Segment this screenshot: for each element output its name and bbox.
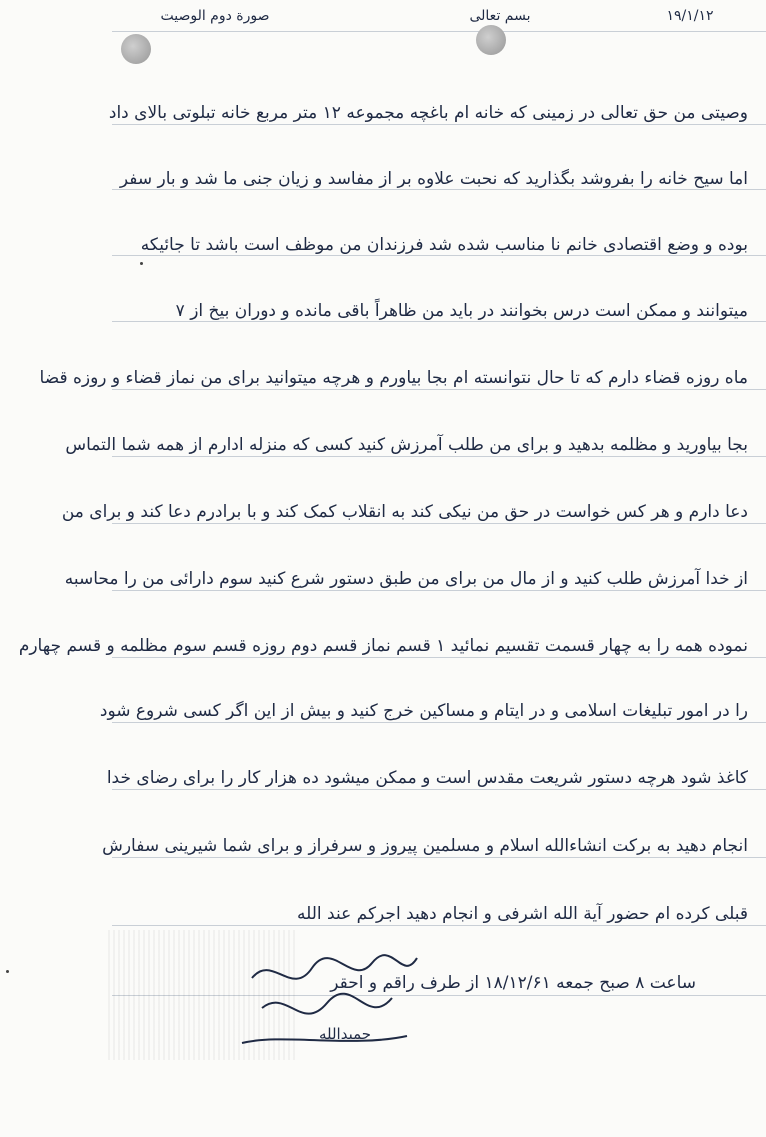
speck — [6, 970, 9, 973]
body-line-9: نموده همه را به چهار قسمت تقسیم نمائید ۱ قسم نماز قسم دوم روزه قسم سوم مظلمه و قسم چهارم — [18, 636, 748, 656]
header-top-left: صورة دوم الوصيت — [160, 8, 270, 24]
speck — [140, 262, 143, 265]
body-line-1: وصیتی من حق تعالی در زمینی که خانه ام باغچه مجموعه ۱۲ متر مربع خانه تبلوتی بالای داد — [108, 103, 748, 123]
body-line-6: بجا بیاورید و مظلمه بدهید و برای من طلب آمرزش کنید کسی که منزله ادارم از همه شما التماس — [65, 435, 748, 455]
body-line-10: را در امور تبلیغات اسلامی و در ایتام و مساکین خرج کنید و بیش از این اگر کسی شروع شود — [99, 701, 748, 721]
body-line-3: بوده و وضع اقتصادی خانم نا مناسب شده شد فرزندان من موظف است باشد تا جائیکه — [140, 235, 748, 255]
body-line-8: از خدا آمرزش طلب کنید و از مال من برای من طبق دستور شرع کنید سوم دارائی من را محاسبه — [64, 569, 748, 589]
closing-date-line: ساعت ۸ صبح جمعه ۱۸/۱۲/۶۱ از طرف راقم و احقر — [330, 973, 696, 993]
body-line-7: دعا دارم و هر کس خواست در حق من نیکی کند به انقلاب کمک کند و با برادرم دعا کند و برای من — [61, 502, 748, 522]
punch-hole — [476, 25, 506, 55]
header-date: ۱۹/۱/۱۲ — [666, 8, 714, 24]
body-line-11: کاغذ شود هرچه دستور شریعت مقدس است و ممکن میشود ده هزار کار را برای رضای خدا — [106, 768, 748, 788]
signature-name: حمیدالله — [318, 1025, 372, 1043]
body-line-13: قبلی کرده ام حضور آیة الله اشرفی و انجام دهید اجرکم عند الله — [297, 904, 748, 924]
body-line-12: انجام دهید به برکت انشاءالله اسلام و مسلمین پیروز و سرفراز و برای شما شیرینی سفارش — [102, 836, 748, 856]
body-line-2: اما سیح خانه را بفروشد بگذارید که نحبت علاوه بر از مفاسد و زیان جنی ما شد و بار سفر — [119, 169, 748, 189]
body-line-5: ماه روزه قضاء دارم که تا حال نتوانسته ام بجا بیاورم و هرچه میتوانید برای من نماز قضاء و روزه قضا — [39, 368, 748, 388]
ruled-line — [112, 31, 766, 32]
body-line-4: میتوانند و ممکن است درس بخوانند در باید من ظاهراً باقی مانده و دوران بیخ از ۷ — [175, 301, 748, 321]
header-top-center: بسم تعالی — [469, 8, 531, 24]
punch-hole — [121, 34, 151, 64]
